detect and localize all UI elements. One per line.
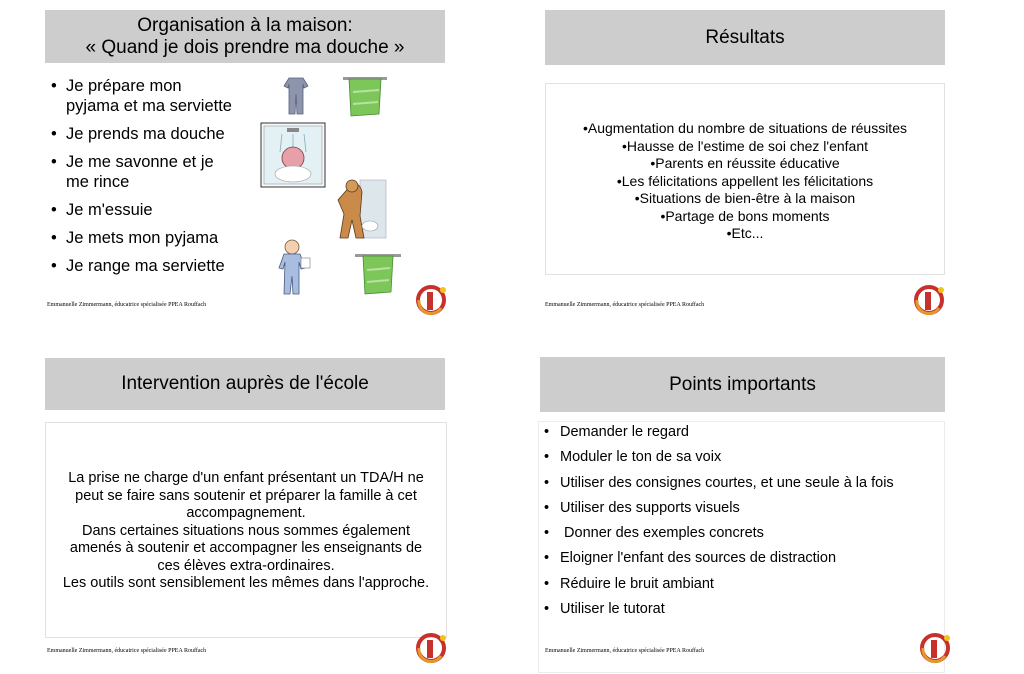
hospital-logo-icon [909, 282, 949, 318]
list-item: • Utiliser des supports visuels [543, 500, 938, 517]
slide-title [45, 10, 445, 63]
list-item: • Je prépare mon pyjama et ma serviette [49, 76, 239, 116]
hospital-logo-icon [915, 630, 955, 666]
points-list [543, 424, 938, 626]
towel-rack-icon [353, 248, 403, 296]
hospital-logo-icon [411, 282, 451, 318]
result-line: •Situations de bien-être à la maison [634, 190, 856, 206]
slide-resultats [545, 10, 965, 310]
list-item: • Eloigner l'enfant des sources de distraction [543, 550, 938, 567]
list-item: • Moduler le ton de sa voix [543, 449, 938, 466]
text-line: La prise ne charge d'un enfant présentant un TDA/H ne [68, 470, 424, 486]
list-item: • Demander le regard [543, 424, 938, 441]
text-line: Les outils sont sensiblement les mêmes dans l'approche. [62, 575, 430, 591]
list-item: • Je range ma serviette [49, 256, 239, 276]
text-line: Dans certaines situations nous sommes également [81, 522, 411, 539]
intervention-text [46, 470, 446, 593]
result-line: •Partage de bons moments [660, 207, 830, 224]
list-item: • Donner des exemples concrets [543, 525, 938, 542]
result-line: •Parents en réussite éducative [650, 155, 840, 171]
text-line: accompagnement. [186, 505, 306, 521]
result-line: •Augmentation du nombre de situations de réussites [583, 120, 907, 136]
slide-title: Intervention auprès de l'école [45, 358, 445, 410]
intervention-box [45, 422, 447, 638]
slide-footer: Emmanuelle Zimmermann, éducatrice spécialisée PPEA Rouffach [47, 302, 207, 308]
list-item: • Utiliser des consignes courtes, et une seule à la fois [543, 475, 938, 492]
result-line: •Etc... [726, 225, 764, 241]
slide-intervention-ecole [45, 358, 465, 658]
slide-title: Points importants [540, 357, 945, 412]
text-line: peut se faire sans soutenir et préparer la famille à cet [75, 487, 417, 504]
title-line-2: « Quand je dois prendre ma douche » [85, 36, 405, 58]
list-item: • Je me savonne et je me rince [49, 152, 239, 192]
list-item: • Je mets mon pyjama [49, 228, 239, 248]
text-line: amenés à soutenir et accompagner les enseignants de [69, 540, 423, 556]
text-line: ces élèves extra-ordinaires. [157, 557, 335, 574]
soap-rinse-icon [330, 176, 388, 240]
slide-title: Résultats [545, 10, 945, 65]
list-item: • Je prends ma douche [49, 124, 239, 144]
list-item: • Réduire le bruit ambiant [543, 576, 938, 593]
slide-points-importants [540, 357, 960, 657]
steps-list [49, 76, 239, 284]
title-line-1: Organisation à la maison: [137, 14, 353, 36]
results-box [545, 83, 945, 275]
slide-footer: Emmanuelle Zimmermann, éducatrice spécialisée PPEA Rouffach [47, 648, 207, 654]
towel-icon [341, 74, 389, 118]
points-box [538, 421, 945, 673]
slide-organisation [45, 10, 465, 310]
results-text [546, 120, 944, 243]
slide-footer: Emmanuelle Zimmermann, éducatrice spécialisée PPEA Rouffach [545, 648, 705, 654]
pyjama-icon [283, 76, 309, 116]
slide-footer: Emmanuelle Zimmermann, éducatrice spécialisée PPEA Rouffach [545, 302, 705, 308]
list-item: • Je m'essuie [49, 200, 239, 220]
shower-icon [260, 122, 326, 188]
result-line: •Les félicitations appellent les félicitations [616, 172, 874, 189]
list-item: • Utiliser le tutorat [543, 601, 938, 618]
result-line: •Hausse de l'estime de soi chez l'enfant [621, 137, 869, 154]
hospital-logo-icon [411, 630, 451, 666]
child-pyjama-icon [277, 238, 311, 296]
